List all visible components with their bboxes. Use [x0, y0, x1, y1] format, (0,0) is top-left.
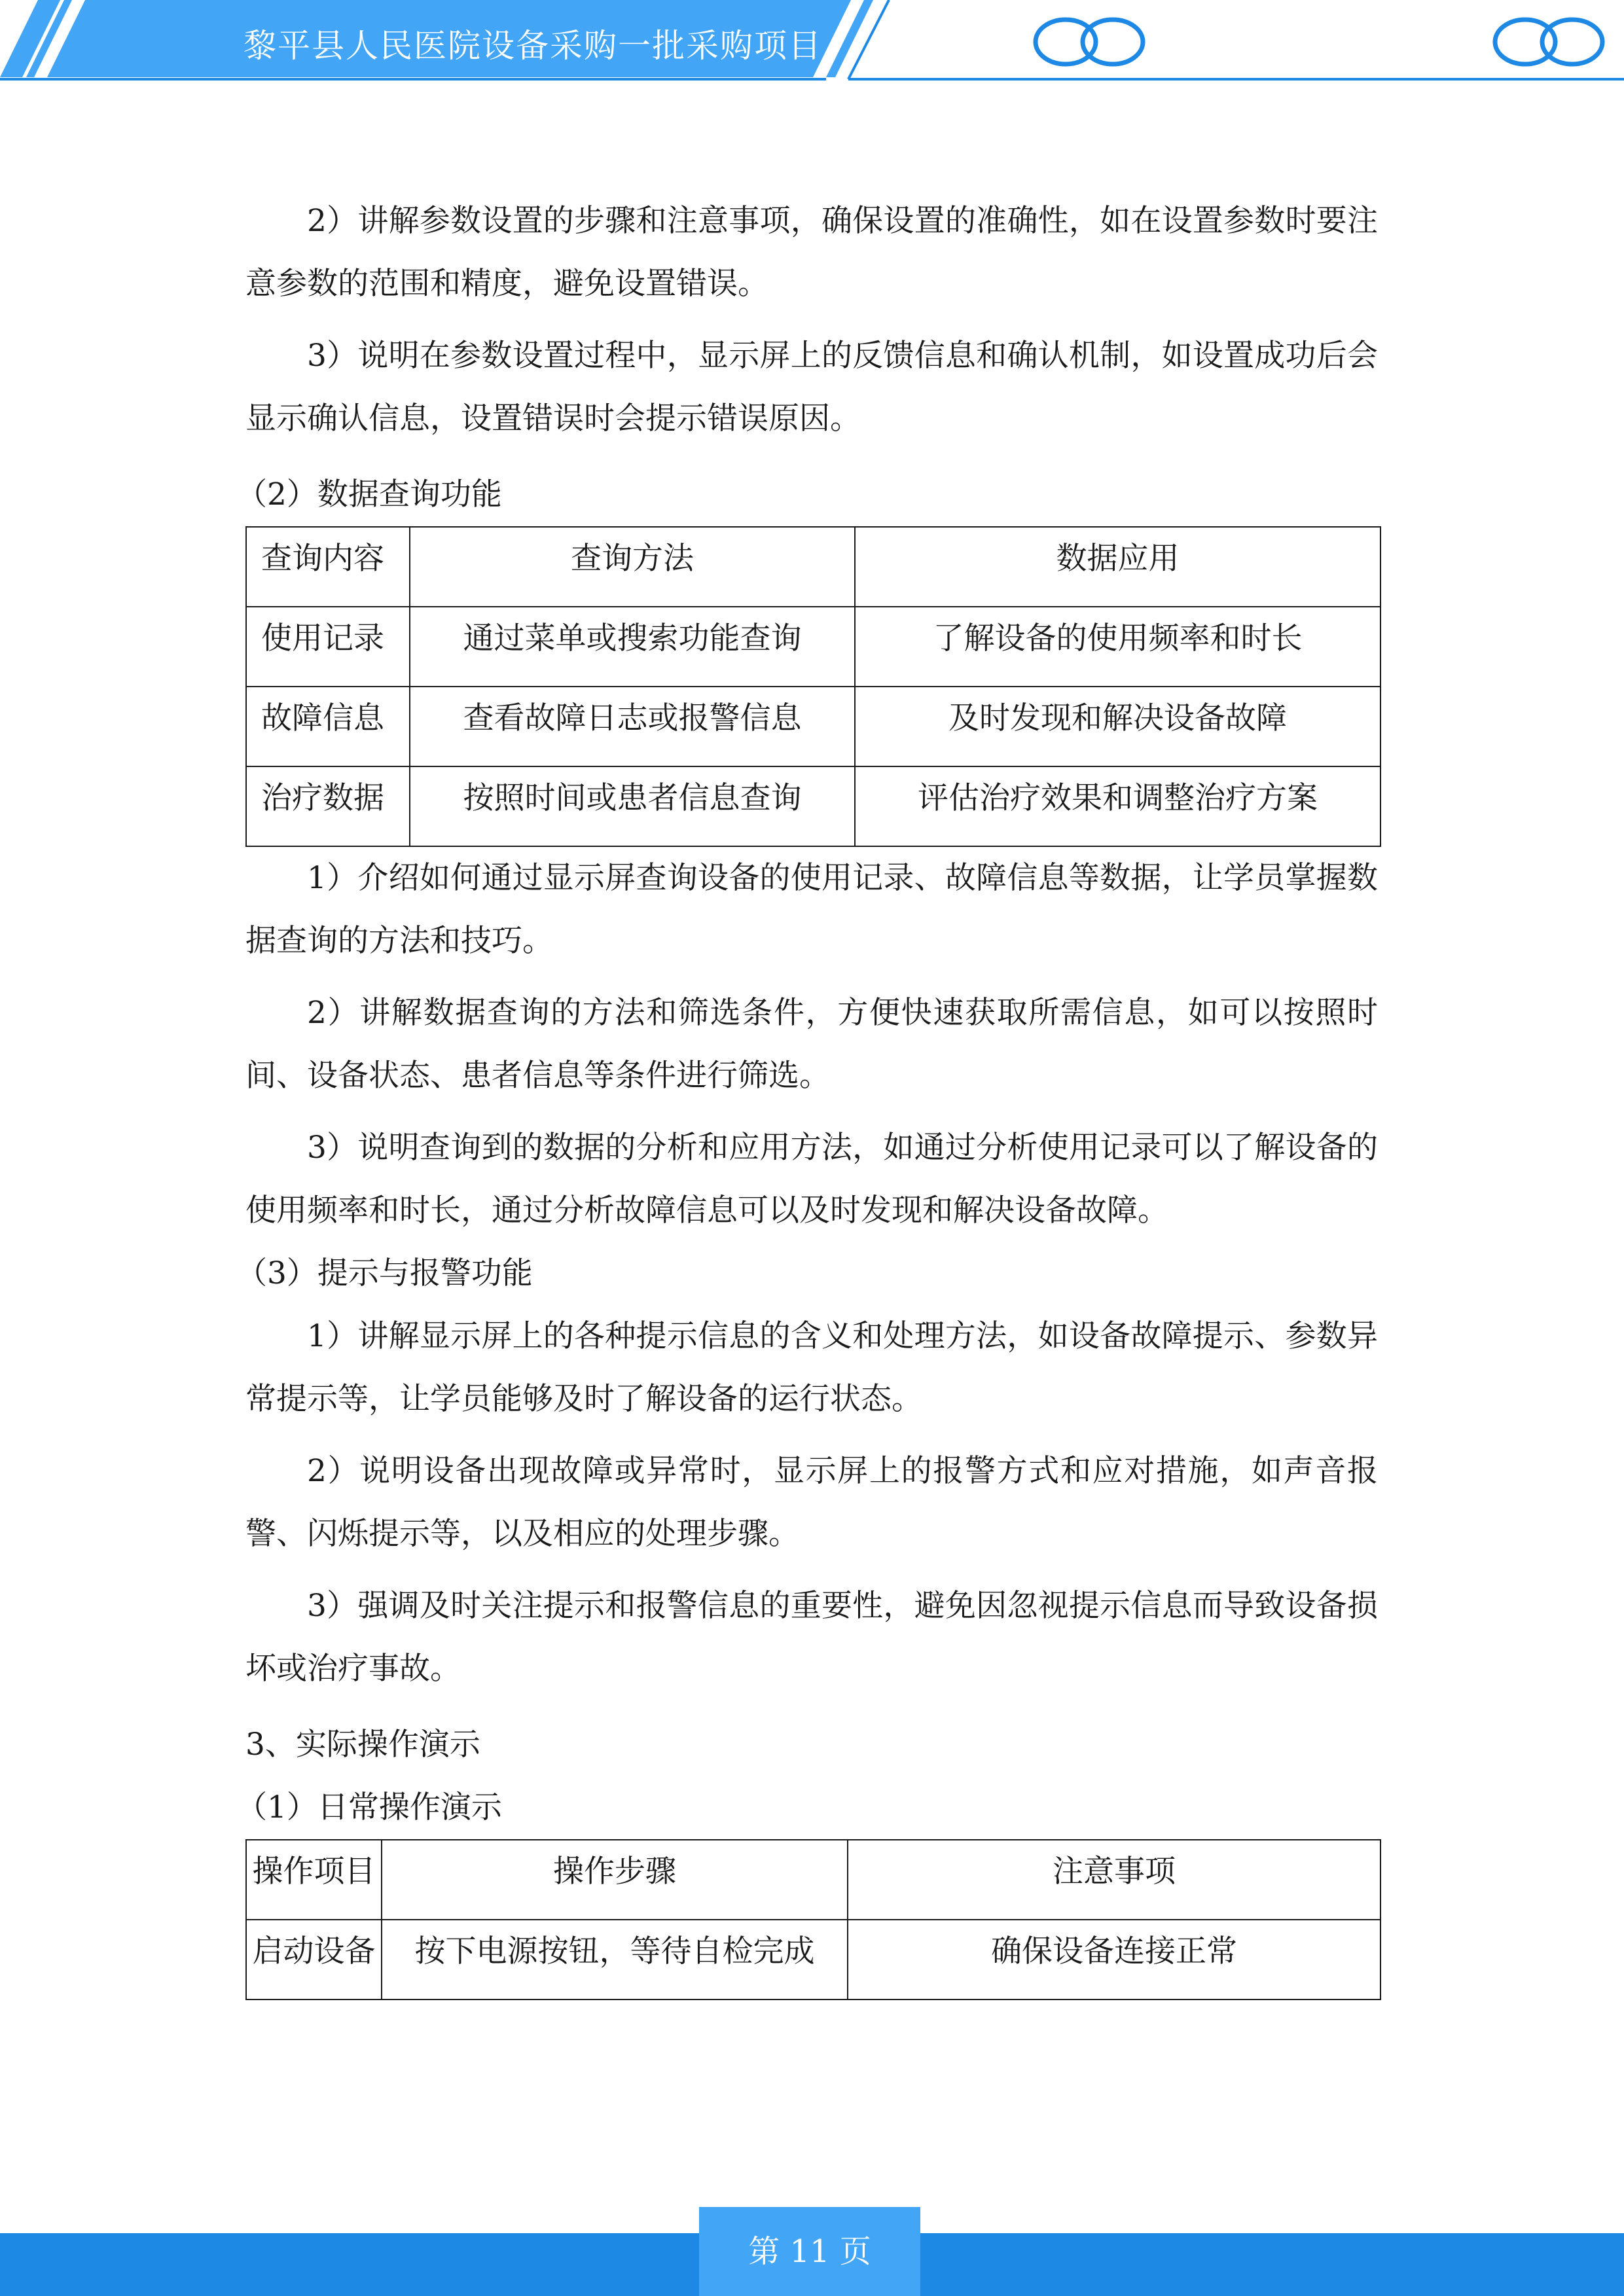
paragraph: 3）说明查询到的数据的分析和应用方法，如通过分析使用记录可以了解设备的使用频率和时长，通过分析故障信息可以及时发现和解决设备故障。 [245, 1130, 1378, 1229]
paragraph: 2）讲解参数设置的步骤和注意事项，确保设置的准确性，如在设置参数时要注意参数的范围和精度，避免设置错误。 [245, 203, 1378, 302]
table-header-cell: 查询方法 [410, 527, 855, 607]
table-header-row [246, 1840, 1380, 1920]
table-cell: 确保设备连接正常 [848, 1920, 1380, 2000]
double-ring-logo-icon [1495, 20, 1602, 64]
table-row [246, 766, 1380, 846]
table-header-cell: 数据应用 [855, 527, 1380, 607]
table-header-cell: 操作步骤 [382, 1840, 848, 1920]
table-cell: 按照时间或患者信息查询 [410, 766, 855, 846]
page-number: 第 11 页 [748, 2233, 871, 2270]
paragraph: 2）说明设备出现故障或异常时，显示屏上的报警方式和应对措施，如声音报警、闪烁提示等，以及相应的处理步骤。 [245, 1453, 1378, 1552]
table-row [246, 687, 1380, 766]
table-cell: 故障信息 [246, 687, 410, 766]
header-title: 黎平县人民医院设备采购一批采购项目 [244, 27, 822, 65]
paragraph: 2）讲解数据查询的方法和筛选条件，方便快速获取所需信息，如可以按照时间、设备状态、患者信息等条件进行筛选。 [245, 995, 1378, 1094]
table-cell: 评估治疗效果和调整治疗方案 [855, 766, 1380, 846]
table-row [246, 607, 1380, 687]
table-header-row [246, 527, 1380, 607]
data-query-table [245, 526, 1381, 847]
paragraph: 3）强调及时关注提示和报警信息的重要性，避免因忽视提示信息而导致设备损坏或治疗事故。 [245, 1588, 1378, 1687]
operation-demo-table [245, 1839, 1381, 2000]
table-cell: 了解设备的使用频率和时长 [855, 607, 1380, 687]
paragraph: 3）说明在参数设置过程中，显示屏上的反馈信息和确认机制，如设置成功后会显示确认信息，设置错误时会提示错误原因。 [245, 338, 1378, 437]
table-cell: 启动设备 [246, 1920, 382, 2000]
sub-heading: （1）日常操作演示 [236, 1789, 502, 1825]
table-cell: 使用记录 [246, 607, 410, 687]
section-heading: （3）提示与报警功能 [236, 1255, 533, 1291]
header-diagonal [848, 0, 889, 79]
table-header-cell: 查询内容 [246, 527, 410, 607]
table-cell: 查看故障日志或报警信息 [410, 687, 855, 766]
table-header-cell: 注意事项 [848, 1840, 1380, 1920]
paragraph: 1）介绍如何通过显示屏查询设备的使用记录、故障信息等数据，让学员掌握数据查询的方法和技巧。 [245, 860, 1378, 959]
double-ring-logo-icon [1036, 20, 1143, 64]
paragraph: 1）讲解显示屏上的各种提示信息的含义和处理方法，如设备故障提示、参数异常提示等，让学员能够及时了解设备的运行状态。 [245, 1318, 1378, 1417]
table-cell: 通过菜单或搜索功能查询 [410, 607, 855, 687]
document-body [236, 190, 1378, 2000]
section-heading: （2）数据查询功能 [236, 476, 502, 512]
section-heading: 3、实际操作演示 [245, 1727, 480, 1763]
table-header-cell: 操作项目 [246, 1840, 382, 1920]
page-header [0, 0, 1624, 85]
table-cell: 按下电源按钮，等待自检完成 [382, 1920, 848, 2000]
table-cell: 及时发现和解决设备故障 [855, 687, 1380, 766]
table-row [246, 1920, 1380, 2000]
table-cell: 治疗数据 [246, 766, 410, 846]
